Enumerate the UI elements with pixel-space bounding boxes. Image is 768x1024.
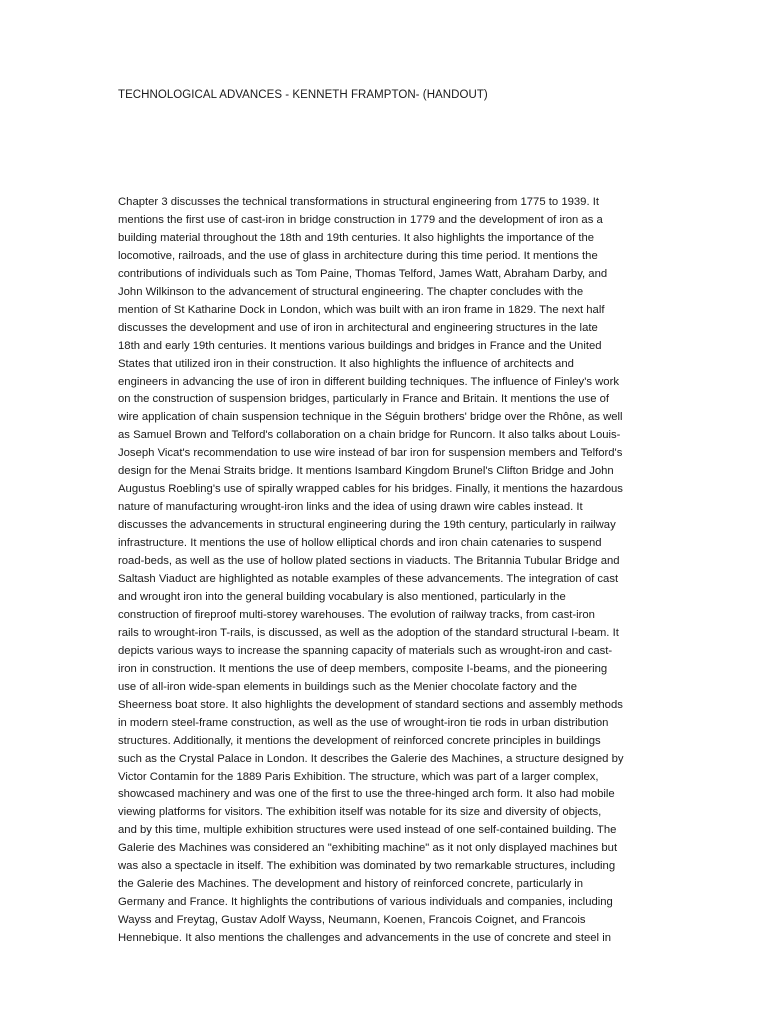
body-text-line: design for the Menai Straits bridge. It mentions Isambard Kingdom Brunel's Clifton Bridge and John: [118, 465, 614, 478]
body-text-line: Joseph Vicat's recommendation to use wire instead of bar iron for suspension members and Telford's: [118, 447, 623, 460]
body-text-line: use of all-iron wide-span elements in buildings such as the Menier chocolate factory and the: [118, 680, 578, 693]
body-text-line: Wayss and Freytag, Gustav Adolf Wayss, Neumann, Koenen, Francois Coignet, and Francois: [118, 914, 586, 927]
body-text-line: discusses the advancements in structural engineering during the 19th century, particularly in railway: [118, 519, 616, 532]
body-text-line: nature of manufacturing wrought-iron links and the idea of using drawn wire cables instead. It: [118, 501, 583, 514]
body-text-line: the Galerie des Machines. The development and history of reinforced concrete, particularly in: [118, 878, 584, 891]
body-text-line: road-beds, as well as the use of hollow plated sections in viaducts. The Britannia Tubular Bridge and: [118, 555, 620, 568]
body-text-line: such as the Crystal Palace in London. It describes the Galerie des Machines, a structure designed by: [118, 752, 624, 765]
body-text-line: iron in construction. It mentions the use of deep members, composite I-beams, and the pioneering: [118, 662, 608, 675]
body-text-line: Augustus Roebling's use of spirally wrapped cables for his bridges. Finally, it mentions the hazardous: [118, 483, 623, 496]
body-text-line: on the construction of suspension bridges, particularly in France and Britain. It mentions the use of: [118, 393, 610, 406]
body-text-line: rails to wrought-iron T-rails, is discussed, as well as the adoption of the standard structural I-beam. It: [118, 626, 619, 639]
body-text-line: structures. Additionally, it mentions the development of reinforced concrete principles in buildings: [118, 734, 601, 747]
body-text-line: as Samuel Brown and Telford's collaboration on a chain bridge for Runcorn. It also talks about Louis-: [118, 429, 621, 442]
body-text-line: mentions the first use of cast-iron in bridge construction in 1779 and the development of iron as a: [118, 213, 603, 226]
body-text-line: Germany and France. It highlights the contributions of various individuals and companies, including: [118, 896, 613, 909]
body-text-line: Victor Contamin for the 1889 Paris Exhibition. The structure, which was part of a larger complex,: [118, 770, 599, 783]
body-text-line: wire application of chain suspension technique in the Séguin brothers' bridge over the Rhône, as well: [118, 411, 623, 424]
document-body: [118, 194, 658, 948]
body-text-line: in modern steel-frame construction, as well as the use of wrought-iron tie rods in urban distribution: [118, 716, 609, 729]
body-text-line: infrastructure. It mentions the use of hollow elliptical chords and iron chain catenaries to suspend: [118, 537, 602, 550]
document-title: TECHNOLOGICAL ADVANCES - KENNETH FRAMPTON- (HANDOUT): [118, 89, 488, 101]
body-text-line: was also a spectacle in itself. The exhibition was dominated by two remarkable structures, including: [118, 860, 616, 873]
body-text-line: and wrought iron into the general building vocabulary is also mentioned, particularly in the: [118, 590, 566, 603]
body-text-line: depicts various ways to increase the spanning capacity of materials such as wrought-iron and cast-: [118, 644, 613, 657]
body-text-line: Sheerness boat store. It also highlights the development of standard sections and assembly methods: [118, 698, 623, 711]
body-text-line: locomotive, railroads, and the use of glass in architecture during this time period. It mentions the: [118, 249, 598, 262]
body-text-line: contributions of individuals such as Tom Paine, Thomas Telford, James Watt, Abraham Darby, and: [118, 267, 608, 280]
body-text-line: discusses the development and use of iron in architectural and engineering structures in the late: [118, 321, 598, 334]
body-text-line: engineers in advancing the use of iron in different building techniques. The influence of Finley's work: [118, 375, 619, 388]
body-text-line: and by this time, multiple exhibition structures were used instead of one self-contained building. The: [118, 824, 617, 837]
body-text-line: John Wilkinson to the advancement of structural engineering. The chapter concludes with the: [118, 285, 584, 298]
body-text-line: construction of fireproof multi-storey warehouses. The evolution of railway tracks, from cast-iron: [118, 608, 595, 621]
body-text-line: Chapter 3 discusses the technical transformations in structural engineering from 1775 to 1939. It: [118, 196, 600, 208]
body-text-line: States that utilized iron in their construction. It also highlights the influence of architects and: [118, 357, 574, 370]
body-text-line: Saltash Viaduct are highlighted as notable examples of these advancements. The integration of cast: [118, 573, 619, 586]
body-text-line: viewing platforms for visitors. The exhibition itself was notable for its size and diversity of objects,: [118, 806, 602, 819]
body-text-line: showcased machinery and was one of the first to use the three-hinged arch form. It also had mobile: [118, 788, 615, 801]
body-text-line: Galerie des Machines was considered an "exhibiting machine" as it not only displayed machines but: [118, 842, 618, 855]
body-text-line: building material throughout the 18th and 19th centuries. It also highlights the importance of the: [118, 231, 595, 244]
body-text-line: mention of St Katharine Dock in London, which was built with an iron frame in 1829. The next half: [118, 303, 605, 316]
body-text-line: 18th and early 19th centuries. It mentions various buildings and bridges in France and the United: [118, 339, 602, 352]
body-text-line: Hennebique. It also mentions the challenges and advancements in the use of concrete and steel in: [118, 932, 611, 945]
